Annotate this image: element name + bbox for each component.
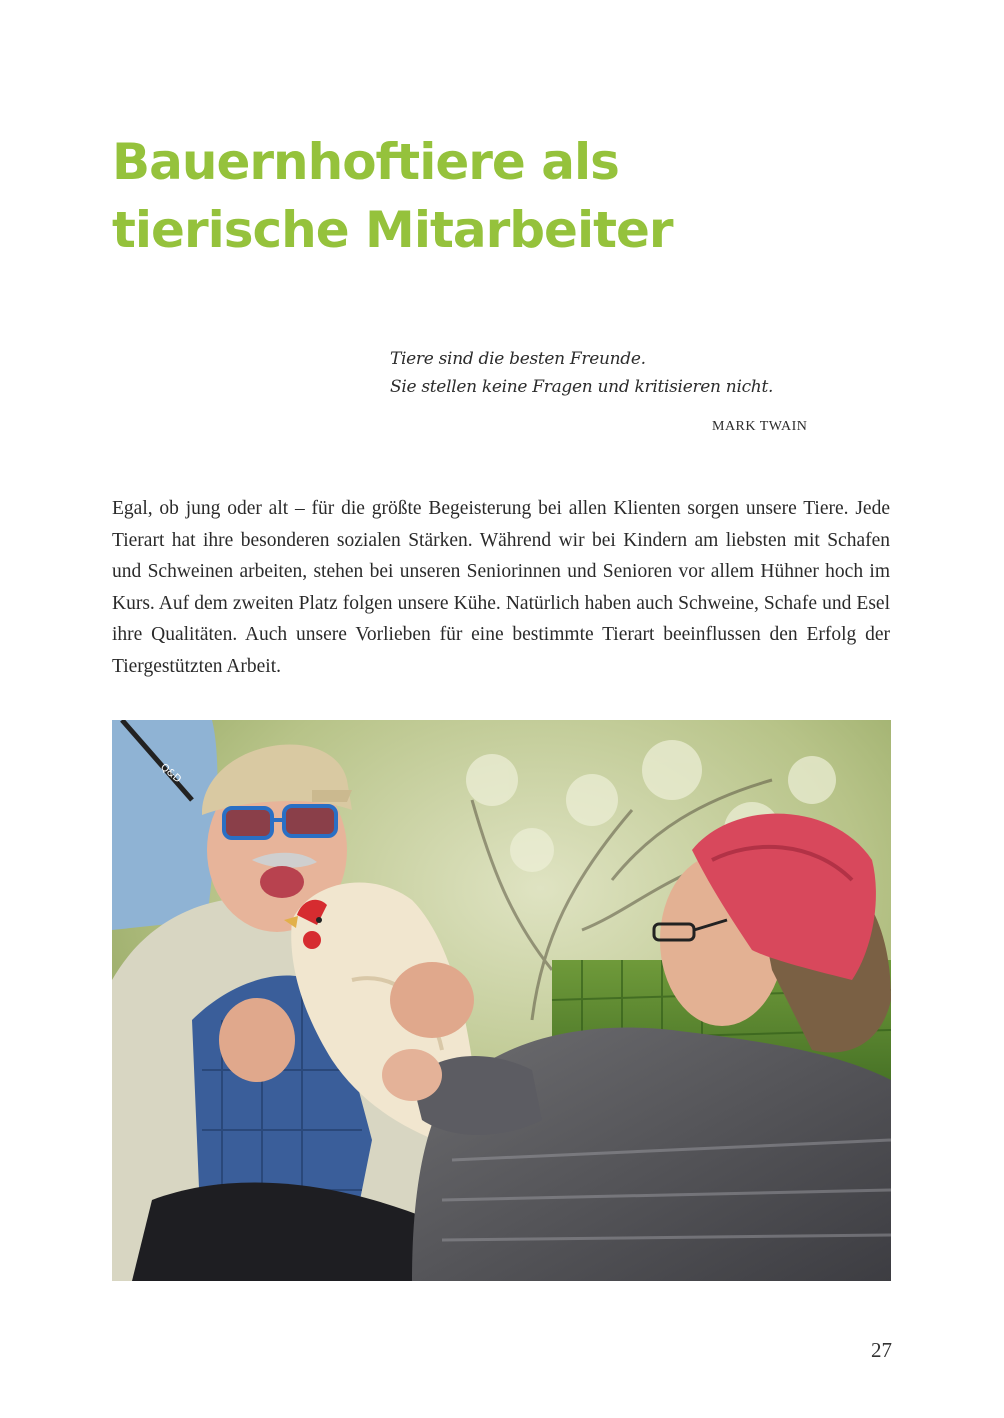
- quote-line-1: Tiere sind die besten Freunde.: [390, 349, 646, 369]
- page-title-line-2: tierische Mitarbeiter: [112, 201, 673, 259]
- quote-author: MARK TWAIN: [712, 419, 808, 434]
- body-paragraph: Egal, ob jung oder alt – für die größte Begeisterung bei allen Klienten sorgen unsere Tiere. Jede Tierart hat ihre besonderen sozialen Stärken. Während wir bei Kindern am liebsten mit Schafen und Schweinen arbeiten, stehen bei unseren Seniorinnen und Senioren vor allem Hühner hoch im Kurs. Auf dem zweiten Platz folgen unsere Kühe. Natürlich haben auch Schweine, Schafe und Esel ihre Qualitäten. Auch unsere Vorlieben für eine bestimmte Tierart beeinflussen den Erfolg der Tiergestützten Arbeit.: [112, 498, 890, 677]
- page-title: [112, 128, 912, 264]
- person-blue-shirt: [112, 720, 217, 930]
- page-number: 27: [871, 1338, 892, 1362]
- quote-line-2: Sie stellen keine Fragen und kritisieren nicht.: [390, 377, 774, 397]
- page-title-line-1: Bauernhoftiere als: [112, 133, 619, 191]
- photo-senior-with-chicken: [112, 720, 891, 1281]
- epigraph-quote: [390, 345, 830, 434]
- camera-strap-text: Q&D: [158, 761, 184, 786]
